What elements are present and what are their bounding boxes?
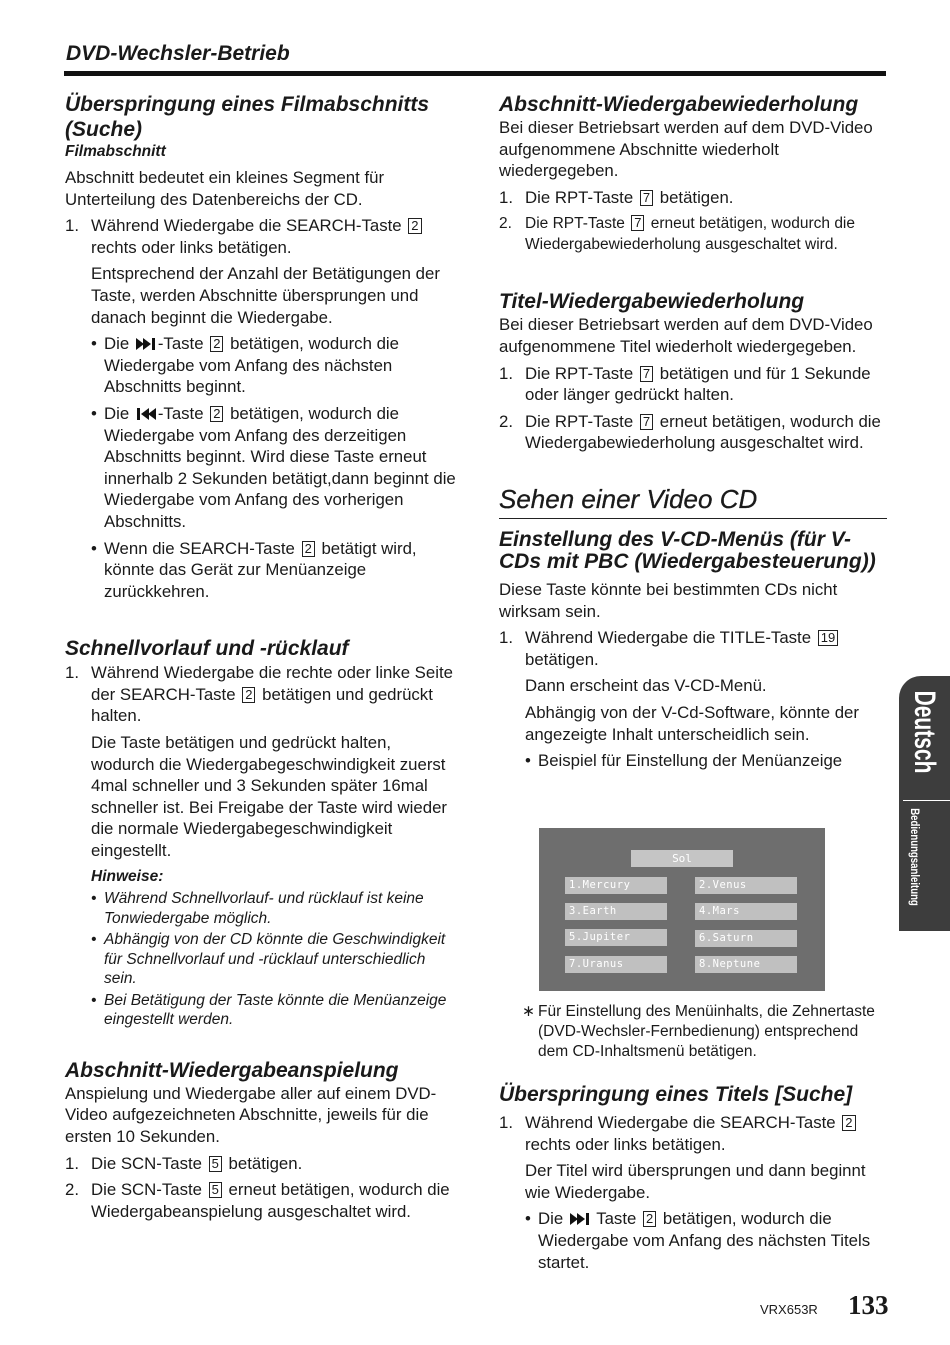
section-title: Überspringung eines Filmabschnitts (Suche) [65,93,430,141]
left-column [65,92,457,1222]
list-item: 1. Während Wiedergabe die SEARCH-Taste 2 rechts oder links betätigen. [65,215,457,258]
list-item: 1. Während Wiedergabe die SEARCH-Taste 2 rechts oder links betätigen. [499,1112,891,1155]
page-header: DVD-Wechsler-Betrieb [66,42,290,65]
section-chapter-scan [65,1058,457,1223]
header-rule [64,71,886,76]
fast-forward-icon [135,337,157,351]
model-number: VRX653R [760,1302,818,1317]
step-description: Die Taste betätigen und gedrückt halten, wodurch die Wiedergabegeschwindigkeit zuerst 4mal schneller und 3 Sekunden später 16mal schneller ist. Bei Freigabe der Taste wird wieder die normale Wiedergabegeschwindigkeit eingestellt. [91,733,447,861]
rewind-icon [135,407,157,421]
search-key-label: 2 [242,687,255,703]
search-key-label: 2 [210,406,223,422]
right-column [499,92,891,772]
footnote: ∗ Für Einstellung des Menüinhalts, die Zehnertaste (DVD-Wechsler-Fernbedienung) entsprechend dem CD-Inhaltsmenü betätigen. [522,1003,875,1060]
section-title: Überspringung eines Titels [Suche] [499,1083,853,1106]
section-intro: Bei dieser Betriebsart werden auf dem DVD-Video aufgenommene Titel wiederholt wiedergegeben. [499,315,873,356]
bullet-item: • Die -Taste 2 betätigen, wodurch die Wiedergabe vom Anfang des derzeitigen Abschnitts beginnt. Wird diese Taste erneut innerhalb 2 Sekunden betätigt,dann beginnt die Wiedergabe vom Anfang des vorherigen Abschnitts. [91,403,456,531]
rpt-key-label: 7 [640,190,653,206]
scn-key-label: 5 [209,1182,222,1198]
list-item: 1. Während Wiedergabe die rechte oder linke Seite der SEARCH-Taste 2 betätigen und gedrückt halten. [65,663,453,726]
section-fast-forward [65,636,457,1029]
major-heading-block [499,484,887,519]
section-subtitle: Filmabschnitt [65,143,166,160]
note-item: • Während Schnellvorlauf- und rücklauf ist keine Tonwiedergabe möglich. [91,890,424,927]
fast-forward-icon [569,1212,591,1226]
section-intro: Anspielung und Wiedergabe aller auf einem DVD-Video aufgezeichneten Abschnitte, jeweils für die ersten 10 Sekunden. [65,1083,437,1146]
manual-tab-label: Bedienungsanleitung [908,808,923,906]
section-intro: Bei dieser Betriebsart werden auf dem DVD-Video aufgenommene Abschnitte wiederholt wiedergegeben. [499,118,873,181]
bullet-item: • Die Taste 2 betätigen, wodurch die Wiedergabe vom Anfang des nächsten Titels startet. [525,1209,871,1272]
rpt-key-label: 7 [631,215,644,231]
section-title: Einstellung des V-CD-Menüs (für V-CDs mit PBC (Wiedergabesteuerung)) [499,527,876,573]
list-item: 1. Die SCN-Taste 5 betätigen. [65,1153,303,1173]
section-title: Titel-Wiedergabewiederholung [499,290,805,314]
menu-item: 5.Jupiter [565,929,667,946]
section-skip-chapter [65,92,457,602]
search-key-label: 2 [210,336,223,352]
step-description: Dann erscheint das V-CD-Menü. [525,676,767,696]
section-intro: Diese Taste könnte bei bestimmten CDs nicht wirksam sein. [499,579,838,621]
step-description: Entsprechend der Anzahl der Betätigungen der Taste, werden Abschnitte übersprungen und danach beginnt die Wiedergabe. [91,264,440,327]
step-description: Abhängig von der V-Cd-Software, könnte der angezeigte Inhalt unterscheidlich sein. [525,702,859,744]
bullet-item: • Wenn die SEARCH-Taste 2 betätigt wird, könnte das Gerät zur Menüanzeige zurückkehren. [91,538,417,601]
list-item: 2. Die RPT-Taste 7 erneut betätigen, wodurch die Wiedergabewiederholung ausgeschaltet wird. [499,411,881,453]
menu-item: 6.Saturn [695,930,797,947]
section-vcd-menu [499,529,891,772]
list-item: 2. Die SCN-Taste 5 erneut betätigen, wodurch die Wiedergabeanspielung ausgeschaltet wird. [65,1180,450,1221]
menu-title: Sol [631,850,733,867]
step-description: Der Titel wird übersprungen und dann beginnt wie Wiedergabe. [525,1161,866,1202]
page-number: 133 [848,1290,889,1320]
tab-divider [903,800,950,801]
scn-key-label: 5 [209,1156,222,1172]
note-item: • Bei Betätigung der Taste könnte die Menüanzeige eingestellt werden. [91,991,447,1029]
section-title: Abschnitt-Wiedergabeanspielung [65,1058,399,1082]
list-item: 1. Während Wiedergabe die TITLE-Taste 19 betätigen. [499,627,891,670]
list-item: 1. Die RPT-Taste 7 betätigen und für 1 Sekunde oder länger gedrückt halten. [499,363,871,405]
language-tab-label: Deutsch [908,690,942,774]
section-chapter-repeat [499,92,891,255]
search-key-label: 2 [408,218,421,234]
menu-item: 8.Neptune [695,956,797,973]
rpt-key-label: 7 [640,366,653,382]
menu-item: 7.Uranus [565,956,667,973]
rpt-key-label: 7 [640,414,653,430]
section-title: Abschnitt-Wiedergabewiederholung [499,93,859,116]
menu-item: 3.Earth [565,903,667,920]
search-key-label: 2 [302,541,315,557]
notes-heading: Hinweise: [91,867,164,885]
list-item: 2. Die RPT-Taste 7 erneut betätigen, wodurch die Wiedergabewiederholung ausgeschaltet wird. [499,215,855,254]
bullet-item: • Beispiel für Einstellung der Menüanzeige [525,751,843,771]
menu-item: 4.Mars [695,903,797,920]
section-title: Schnellvorlauf und -rücklauf [65,637,349,661]
bullet-item: • Die -Taste 2 betätigen, wodurch die Wiedergabe vom Anfang des nächsten Abschnitts beginnt. [91,334,399,397]
list-item: 1. Die RPT-Taste 7 betätigen. [499,187,734,207]
search-key-label: 2 [643,1211,656,1227]
search-key-label: 2 [842,1115,855,1131]
vcd-menu-screenshot [539,828,825,991]
menu-item: 2.Venus [695,877,797,894]
section-skip-title [499,1082,891,1273]
section-title-repeat [499,289,891,454]
major-heading: Sehen einer Video CD [499,483,758,514]
title-key-label: 19 [818,630,838,646]
menu-item: 1.Mercury [565,877,667,894]
section-intro: Abschnitt bedeutet ein kleines Segment für Unterteilung des Datenbereichs der CD. [65,168,385,209]
note-item: • Abhängig von der CD könnte die Geschwindigkeit für Schnellvorlauf und -rücklauf unterschiedlich sein. [91,931,446,988]
